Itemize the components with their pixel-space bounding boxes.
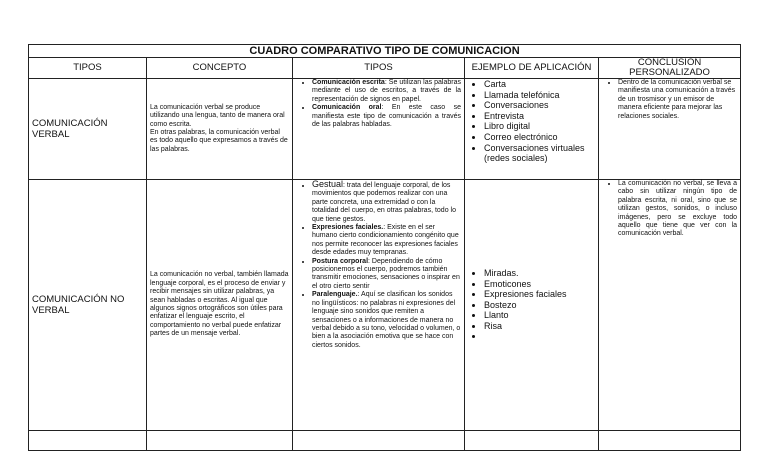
row-tipo: COMUNICACIÓN NO VERBAL: [29, 180, 147, 431]
empty-cell: [293, 431, 465, 451]
list-item: • Entrevista: [484, 111, 595, 122]
list-item: • Risa: [484, 321, 595, 332]
conclusion-list: [602, 79, 737, 121]
list-item: • Paralenguaje.: Aquí se clasifican los sonidos no lingüísticos: no palabras ni expresiones del lenguaje sino sonidos que remiten a sensaciones o a informaciones de manera no verbal debido a su tono, velocidad o volumen, o bien a la asociación emotiva que se hace con ciertos sonidos.: [312, 291, 461, 350]
list-item: • Carta: [484, 79, 595, 90]
empty-cell: [147, 431, 293, 451]
ejemplos-list: [468, 79, 595, 164]
header-concepto: CONCEPTO: [147, 58, 293, 79]
list-item: • Bostezo: [484, 300, 595, 311]
header-ejemplo: EJEMPLO DE APLICACIÓN: [465, 58, 599, 79]
list-item: • Emoticones: [484, 279, 595, 290]
empty-cell: [599, 431, 741, 451]
header-conclusion: CONCLUSION PERSONALIZADO: [599, 58, 741, 79]
row-concepto: [147, 180, 293, 431]
row-tipo: COMUNICACIÓN VERBAL: [29, 79, 147, 180]
comparison-table: [28, 44, 741, 451]
row-ejemplos: [465, 79, 599, 180]
tipos-list: [296, 180, 461, 350]
row-conclusion: [599, 79, 741, 180]
comparison-table-wrapper: [28, 44, 740, 451]
empty-cell: [29, 431, 147, 451]
list-item: • Expresiones faciales.: Existe en el ser humano cierto condicionamiento congénito que nos permite reconocer las expresiones faciales desde edades muy tempranas.: [312, 224, 461, 258]
table-title: CUADRO COMPARATIVO TIPO DE COMUNICACION: [29, 45, 741, 58]
tipos-list: [296, 79, 461, 129]
list-item: • Correo electrónico: [484, 132, 595, 143]
empty-row: [29, 431, 741, 451]
list-item: • Conversaciones: [484, 100, 595, 111]
row-tipos: [293, 180, 465, 431]
conclusion-list: [602, 180, 737, 239]
header-tipos-2: TIPOS: [293, 58, 465, 79]
row-tipos: [293, 79, 465, 180]
list-item: • Libro digital: [484, 121, 595, 132]
list-item: • Postura corporal: Dependiendo de cómo posicionemos el cuerpo, podremos también transmitir emociones, sensaciones o inspirar en el otro cierto sentir: [312, 258, 461, 292]
list-item: • Dentro de la comunicación verbal se manifiesta una comunicación a través de un trosmisor y un emisor de manera eficiente para mejorar las relaciones sociales.: [618, 79, 737, 121]
list-item: • Comunicación oral: En este caso se manifiesta este tipo de comunicación a través de las palabras habladas.: [312, 104, 461, 129]
list-item: • Expresiones faciales: [484, 289, 595, 300]
header-row: [29, 58, 741, 79]
list-item: • Comunicación escrita: Se utilizan las palabras mediante el uso de escritos, a través de la representación de signos en papel.: [312, 79, 461, 104]
header-tipos: TIPOS: [29, 58, 147, 79]
ejemplos-list: [468, 268, 595, 342]
list-item: • Conversaciones virtuales (redes sociales): [484, 143, 595, 164]
row-conclusion: [599, 180, 741, 431]
table-row: [29, 180, 741, 431]
row-concepto: [147, 79, 293, 180]
list-item: • Llamada telefónica: [484, 90, 595, 101]
concepto-text: La comunicación no verbal, también llamada lenguaje corporal, es el proceso de enviar y recibir mensajes sin utilizar palabras, ya sean habladas o escritas. Al igual que algunos signos ortográficos son útiles para enfatizar el lenguaje escrito, el comportamiento no verbal puede enfatizar partes de un mensaje verbal.: [150, 271, 289, 338]
list-item: [484, 331, 595, 342]
list-item: • La comunicación no verbal, se lleva a cabo sin utilizar ningún tipo de palabra escrita, ni oral, sino que se utilizan gestos, sonidos, o incluso imágenes, pero se excluye todo aquello que tiene que ver con la comunicación verbal.: [618, 180, 737, 239]
concepto-text: La comunicación verbal se produce utilizando una lengua, tanto de manera oral como escrita. En otras palabras, la comunicación verbal es todo aquello que expresamos a través de las palabras.: [150, 103, 288, 153]
list-item: • Llanto: [484, 310, 595, 321]
list-item: • Miradas.: [484, 268, 595, 279]
table-row: [29, 79, 741, 180]
list-item: • Gestual: trata del lenguaje corporal, de los movimientos que podemos realizar con una parte concreta, una extremidad o con la totalidad del cuerpo, en otras palabras, todo lo que tiene gestos.: [312, 180, 461, 224]
empty-cell: [465, 431, 599, 451]
row-ejemplos: [465, 180, 599, 431]
